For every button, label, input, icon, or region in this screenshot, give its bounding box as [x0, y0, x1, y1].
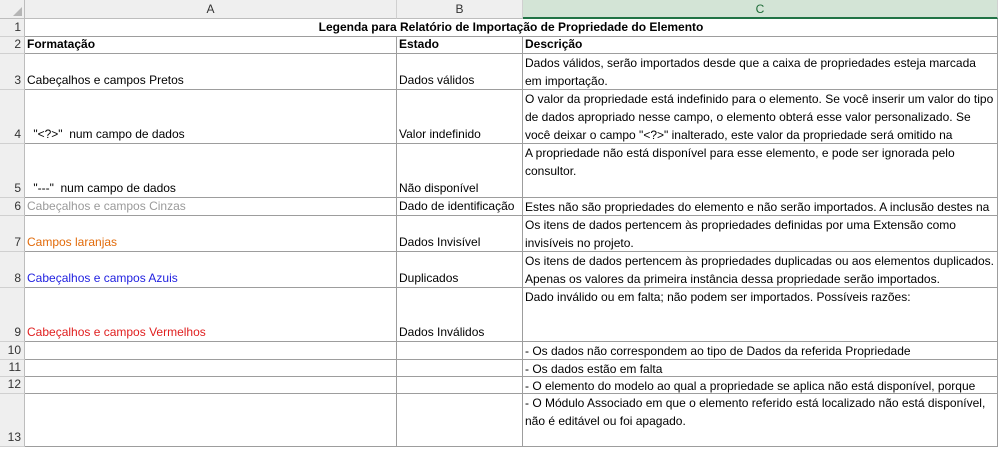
cell-b11[interactable] [397, 360, 523, 377]
cell-a11[interactable] [25, 360, 397, 377]
cell-b9[interactable]: Dados Inválidos [397, 288, 523, 342]
cell-b12[interactable] [397, 377, 523, 394]
cell-c4[interactable]: O valor da propriedade está indefinido para o elemento. Se você inserir um valor do tipo de dados apropriado nesse campo, o elemento obterá esse valor personalizado. Se você deixar o campo "<?>" inalterado, este valor da propriedade será omitido na [523, 90, 998, 144]
select-all-triangle-icon [13, 7, 22, 16]
cell-b7[interactable]: Dados Invisível [397, 216, 523, 252]
header-estado[interactable]: Estado [397, 37, 523, 54]
row-header-13[interactable]: 13 [0, 394, 25, 447]
cell-c5[interactable]: A propriedade não está disponível para esse elemento, e pode ser ignorada pelo consultor. [523, 144, 998, 198]
cell-c9[interactable]: Dado inválido ou em falta; não podem ser importados. Possíveis razões: [523, 288, 998, 342]
cell-b5[interactable]: Não disponível [397, 144, 523, 198]
cell-b3[interactable]: Dados válidos [397, 54, 523, 90]
row-header-4[interactable]: 4 [0, 90, 25, 144]
cell-c7[interactable]: Os itens de dados pertencem às propriedades definidas por uma Extensão como invisíveis no projeto. [523, 216, 998, 252]
row-header-10[interactable]: 10 [0, 342, 25, 360]
cell-a13[interactable] [25, 394, 397, 447]
header-formatacao[interactable]: Formatação [25, 37, 397, 54]
cell-b4[interactable]: Valor indefinido [397, 90, 523, 144]
cell-a6[interactable]: Cabeçalhos e campos Cinzas [25, 198, 397, 216]
row-header-6[interactable]: 6 [0, 198, 25, 216]
cell-a8[interactable]: Cabeçalhos e campos Azuis [25, 252, 397, 288]
cell-b10[interactable] [397, 342, 523, 360]
cell-a4[interactable]: "<?>" num campo de dados [25, 90, 397, 144]
header-descricao[interactable]: Descrição [523, 37, 998, 54]
cell-a12[interactable] [25, 377, 397, 394]
cell-c8[interactable]: Os itens de dados pertencem às propriedades duplicadas ou aos elementos duplicados. Apenas os valores da primeira instância dessa propriedade serão importados. [523, 252, 998, 288]
title-cell[interactable]: Legenda para Relatório de Importação de Propriedade do Elemento [25, 19, 998, 37]
cell-c10[interactable]: - Os dados não correspondem ao tipo de Dados da referida Propriedade [523, 342, 998, 360]
cell-a3[interactable]: Cabeçalhos e campos Pretos [25, 54, 397, 90]
cell-c6[interactable]: Estes não são propriedades do elemento e não serão importados. A inclusão destes na [523, 198, 998, 216]
row-header-7[interactable]: 7 [0, 216, 25, 252]
cell-a10[interactable] [25, 342, 397, 360]
column-header-b[interactable]: B [397, 0, 523, 19]
row-header-9[interactable]: 9 [0, 288, 25, 342]
cell-b13[interactable] [397, 394, 523, 447]
column-header-a[interactable]: A [25, 0, 397, 19]
cell-b8[interactable]: Duplicados [397, 252, 523, 288]
cell-c11[interactable]: - Os dados estão em falta [523, 360, 998, 377]
column-header-c[interactable]: C [523, 0, 998, 19]
cell-a5[interactable]: "---" num campo de dados [25, 144, 397, 198]
cell-c12[interactable]: - O elemento do modelo ao qual a propriedade se aplica não está disponível, porque [523, 377, 998, 394]
row-header-8[interactable]: 8 [0, 252, 25, 288]
row-header-11[interactable]: 11 [0, 360, 25, 377]
cell-c13[interactable]: - O Módulo Associado em que o elemento referido está localizado não está disponível, não é editável ou foi apagado. [523, 394, 998, 447]
cell-a7[interactable]: Campos laranjas [25, 216, 397, 252]
row-header-12[interactable]: 12 [0, 377, 25, 394]
row-header-3[interactable]: 3 [0, 54, 25, 90]
cell-a9[interactable]: Cabeçalhos e campos Vermelhos [25, 288, 397, 342]
cell-b6[interactable]: Dado de identificação [397, 198, 523, 216]
select-all-corner[interactable] [0, 0, 25, 19]
row-header-2[interactable]: 2 [0, 37, 25, 54]
row-header-1[interactable]: 1 [0, 19, 25, 37]
row-header-5[interactable]: 5 [0, 144, 25, 198]
cell-c3[interactable]: Dados válidos, serão importados desde que a caixa de propriedades esteja marcada em importação. [523, 54, 998, 90]
